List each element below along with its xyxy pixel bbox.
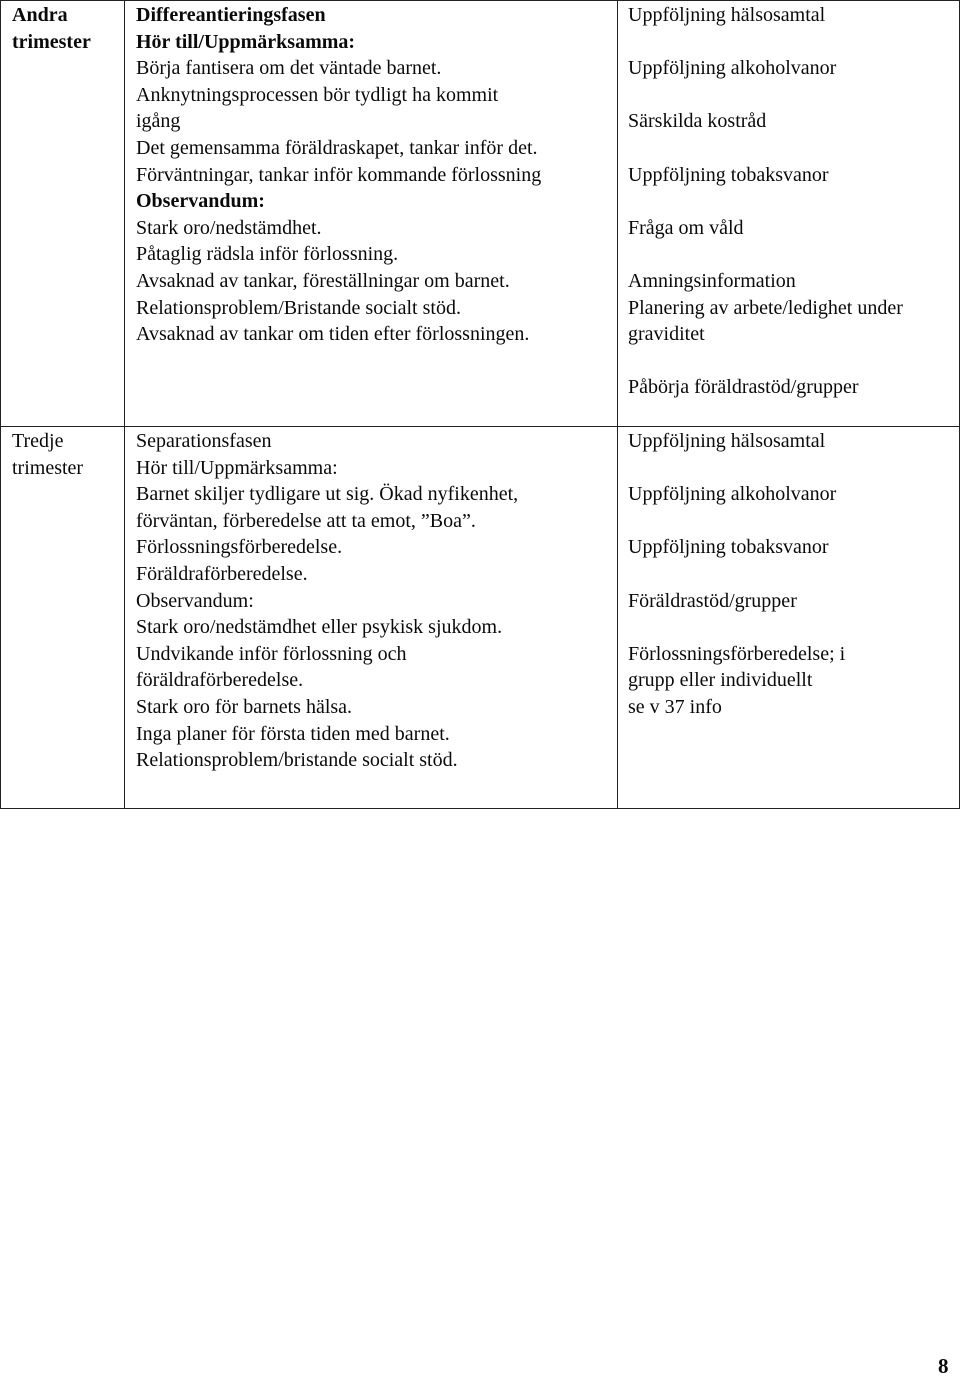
attention-item: igång: [136, 110, 181, 133]
period-label: trimester: [12, 30, 91, 53]
actions-cell: [618, 427, 960, 809]
observe-item: Inga planer för första tiden med barnet.: [136, 722, 450, 745]
action-item: graviditet: [628, 323, 705, 346]
action-item: Amningsinformation: [628, 269, 796, 292]
attention-item: Barnet skiljer tydligare ut sig. Ökad nyfikenhet,: [136, 483, 519, 506]
phase-cell: [125, 427, 618, 809]
observe-heading: Observandum:: [136, 589, 254, 612]
observe-item: Undvikande inför förlossning och: [136, 642, 407, 665]
period-label: Tredje: [12, 430, 64, 452]
action-item: Uppföljning hälsosamtal: [628, 4, 826, 26]
action-item: Uppföljning hälsosamtal: [628, 430, 826, 452]
action-item: Uppföljning tobaksvanor: [628, 536, 829, 559]
observe-item: Avsaknad av tankar, föreställningar om barnet.: [136, 269, 510, 292]
attention-item: Anknytningsprocessen bör tydligt ha kommit: [136, 83, 499, 106]
phase-title: Separationsfasen: [136, 430, 272, 452]
page-number: 8: [938, 1354, 949, 1378]
attention-list: [136, 55, 617, 188]
observe-item: Avsaknad av tankar om tiden efter förlossningen.: [136, 323, 530, 346]
attention-item: förväntan, förberedelse att ta emot, ”Boa”.: [136, 509, 476, 532]
period-label: Andra: [12, 4, 68, 26]
observe-item: Stark oro/nedstämdhet.: [136, 216, 322, 239]
attention-item: Föräldraförberedelse.: [136, 562, 308, 585]
attention-item: Det gemensamma föräldraskapet, tankar inför det.: [136, 136, 538, 159]
observe-item: Stark oro/nedstämdhet eller psykisk sjukdom.: [136, 616, 503, 639]
period-cell: [1, 427, 125, 809]
action-item: grupp eller individuellt: [628, 669, 813, 692]
action-item: Påbörja föräldrastöd/grupper: [628, 376, 859, 399]
actions-cell: [618, 1, 960, 427]
observe-item: Relationsproblem/Bristande socialt stöd.: [136, 296, 461, 319]
action-item: Särskilda kostråd: [628, 110, 767, 133]
attention-item: Förväntningar, tankar inför kommande förlossning: [136, 163, 542, 186]
attention-heading: Hör till/Uppmärksamma:: [136, 30, 356, 53]
observe-item: Stark oro för barnets hälsa.: [136, 695, 353, 718]
action-item: Föräldrastöd/grupper: [628, 589, 797, 612]
observe-heading: Observandum:: [136, 190, 265, 213]
action-item: Fråga om våld: [628, 216, 744, 239]
observe-item: Relationsproblem/bristande socialt stöd.: [136, 749, 458, 772]
period-cell: [1, 1, 125, 427]
observe-item: föräldraförberedelse.: [136, 669, 304, 692]
attention-heading: Hör till/Uppmärksamma:: [136, 456, 338, 479]
attention-item: Förlossningsförberedelse.: [136, 536, 343, 559]
attention-list: [136, 481, 617, 587]
action-item: se v 37 info: [628, 695, 722, 718]
phase-cell: [125, 1, 618, 427]
action-item: Uppföljning alkoholvanor: [628, 57, 837, 80]
period-label: trimester: [12, 456, 84, 479]
action-item: Planering av arbete/ledighet under: [628, 296, 903, 319]
observe-list: [136, 614, 617, 774]
observe-list: [136, 215, 617, 348]
action-item: Uppföljning tobaksvanor: [628, 163, 829, 186]
observe-item: Påtaglig rädsla inför förlossning.: [136, 243, 399, 266]
action-item: Uppföljning alkoholvanor: [628, 483, 837, 506]
action-item: Förlossningsförberedelse; i: [628, 642, 846, 665]
phase-title: Differeantieringsfasen: [136, 4, 326, 26]
attention-item: Börja fantisera om det väntade barnet.: [136, 57, 442, 80]
